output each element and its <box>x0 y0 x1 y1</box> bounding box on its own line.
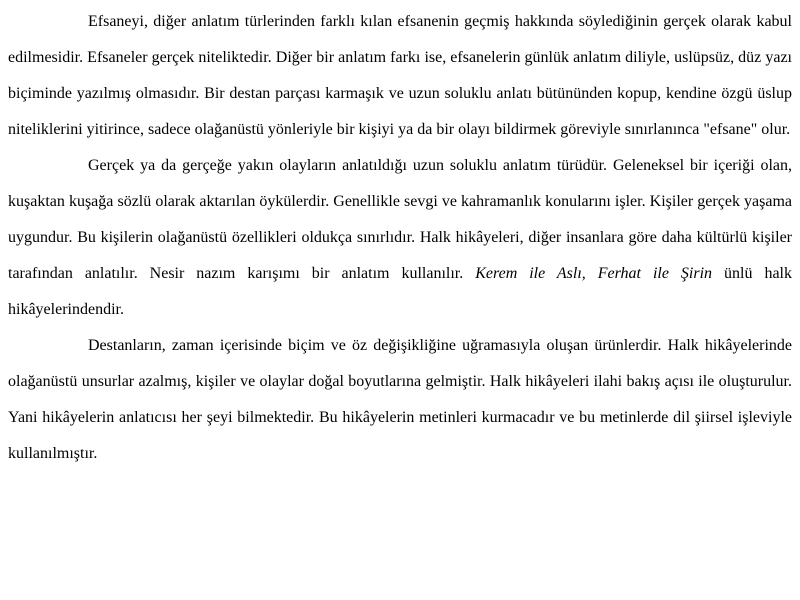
document-page <box>8 4 792 472</box>
paragraph-text-before: Gerçek ya da gerçeğe yakın olayların anlatıldığı uzun soluklu anlatım türüdür. Geleneksel bir içeriği olan, kuşaktan kuşağa sözlü olarak aktarılan öykülerdir. Genellikle sevgi ve kahramanlık konularını işler. Kişiler gerçek yaşama uygundur. Bu kişilerin olağanüstü özellikleri oldukça sınırlıdır. Halk hikâyeleri, diğer insanlara göre daha kültürlü kişiler tarafından anlatılır. Nesir nazım karışımı bir anlatım kullanılır. <box>8 157 792 282</box>
paragraph-destan: Destanların, zaman içerisinde biçim ve öz değişikliğine uğramasıyla oluşan ürünlerdir. Halk hikâyelerinde olağanüstü unsurlar azalmış, kişiler ve olaylar doğal boyutlarına gelmiştir. Halk hikâyeleri ilahi bakış açısı ile oluşturulur. Yani hikâyelerin anlatıcısı her şeyi bilmektedir. Bu hikâyelerin metinleri kurmacadır ve bu metinlerde dil şiirsel işleviyle kullanılmıştır. <box>8 337 792 462</box>
paragraph-text-after: ünlü halk hikâyelerindendir. <box>8 265 792 318</box>
paragraph-halk-hikayesi <box>8 148 792 328</box>
paragraph-efsane: Efsaneyi, diğer anlatım türlerinden farklı kılan efsanenin geçmiş hakkında söylediğinin gerçek olarak kabul edilmesidir. Efsaneler gerçek niteliktedir. Diğer bir anlatım farkı ise, efsanelerin günlük anlatım diliyle, uslüpsüz, düz yazı biçiminde yazılmış olmasıdır. Bir destan parçası karmaşık ve uzun soluklu anlatı bütününden kopup, kendine özgü üslup niteliklerini yitirince, sadece olağanüstü yönleriyle bir kişiyi ya da bir olayı bildirmek göreviyle sınırlanınca "efsane" olur. <box>8 13 792 138</box>
italic-examples: Kerem ile Aslı, Ferhat ile Şirin <box>475 265 713 282</box>
